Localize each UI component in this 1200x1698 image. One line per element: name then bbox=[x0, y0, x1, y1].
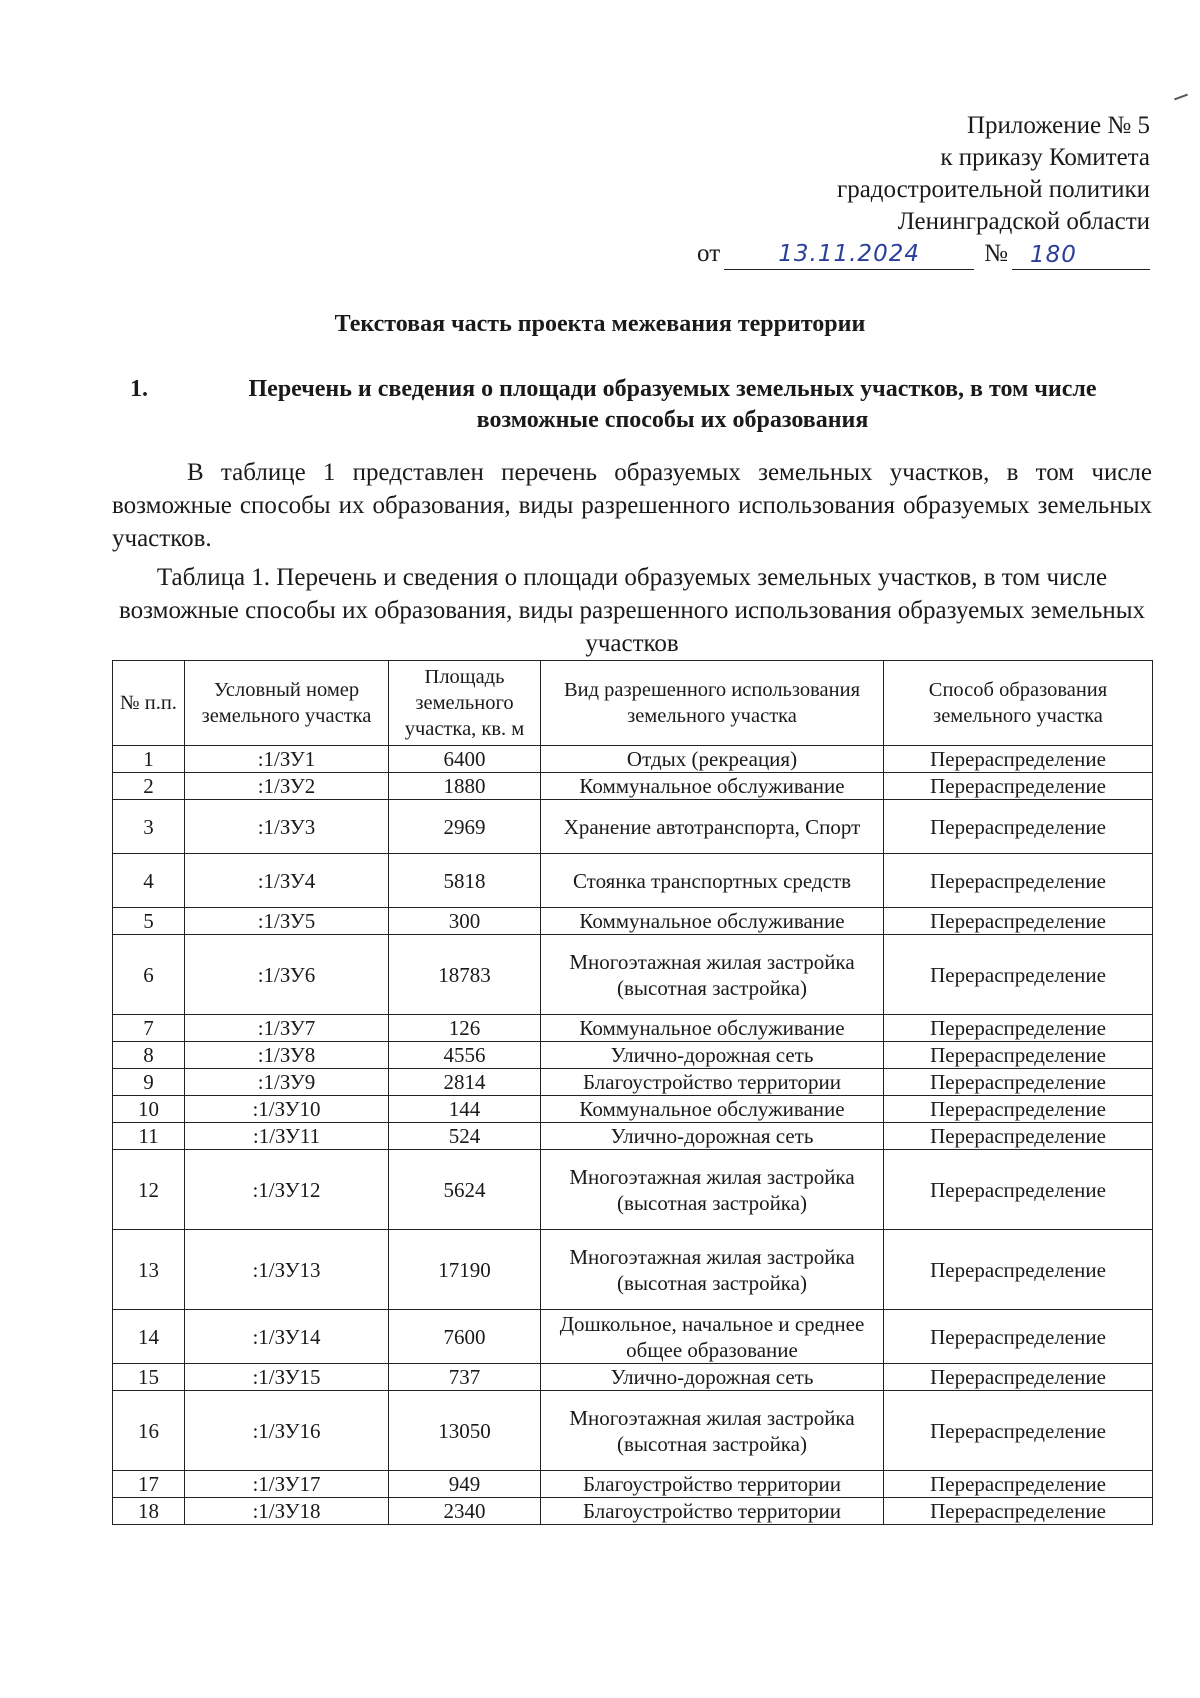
plot-id: :1/ЗУ7 bbox=[185, 1015, 389, 1042]
permitted-use: Дошкольное, начальное и среднее общее образование bbox=[541, 1310, 884, 1364]
plot-id: :1/ЗУ14 bbox=[185, 1310, 389, 1364]
permitted-use: Благоустройство территории bbox=[541, 1498, 884, 1525]
table-row bbox=[113, 1471, 1153, 1498]
header-plot-id: Условный номер земельного участка bbox=[185, 661, 389, 746]
formation-method: Перераспределение bbox=[884, 908, 1153, 935]
header-formation-method: Способ образования земельного участка bbox=[884, 661, 1153, 746]
plot-area: 6400 bbox=[389, 746, 541, 773]
header-number: № п.п. bbox=[113, 661, 185, 746]
appendix-line: Приложение № 5 bbox=[966, 112, 1150, 139]
plot-id: :1/ЗУ11 bbox=[185, 1123, 389, 1150]
section-number: 1. bbox=[130, 376, 148, 402]
permitted-use: Коммунальное обслуживание bbox=[541, 1015, 884, 1042]
table-row bbox=[113, 800, 1153, 854]
plot-area: 524 bbox=[389, 1123, 541, 1150]
scan-mark bbox=[1174, 94, 1188, 101]
formation-method: Перераспределение bbox=[884, 854, 1153, 908]
row-number: 8 bbox=[113, 1042, 185, 1069]
plot-id: :1/ЗУ1 bbox=[185, 746, 389, 773]
document-title: Текстовая часть проекта межевания территории bbox=[334, 311, 866, 337]
formation-method: Перераспределение bbox=[884, 1042, 1153, 1069]
formation-method: Перераспределение bbox=[884, 1230, 1153, 1310]
table-row bbox=[113, 1096, 1153, 1123]
formation-method: Перераспределение bbox=[884, 1471, 1153, 1498]
row-number: 11 bbox=[113, 1123, 185, 1150]
table-row bbox=[113, 1498, 1153, 1525]
plot-area: 300 bbox=[389, 908, 541, 935]
row-number: 14 bbox=[113, 1310, 185, 1364]
row-number: 3 bbox=[113, 800, 185, 854]
plot-id: :1/ЗУ10 bbox=[185, 1096, 389, 1123]
section-title: Перечень и сведения о площади образуемых земельных участков, в том числе возможные способы их образования bbox=[248, 376, 1097, 433]
permitted-use: Коммунальное обслуживание bbox=[541, 908, 884, 935]
appendix-header bbox=[697, 110, 1150, 270]
plot-area: 126 bbox=[389, 1015, 541, 1042]
plot-id: :1/ЗУ16 bbox=[185, 1391, 389, 1471]
formation-method: Перераспределение bbox=[884, 1391, 1153, 1471]
table-row bbox=[113, 1123, 1153, 1150]
plot-area: 5818 bbox=[389, 854, 541, 908]
formation-method: Перераспределение bbox=[884, 1364, 1153, 1391]
row-number: 18 bbox=[113, 1498, 185, 1525]
permitted-use: Многоэтажная жилая застройка (высотная застройка) bbox=[541, 1150, 884, 1230]
appendix-line: к приказу Комитета bbox=[940, 144, 1150, 171]
plot-area: 144 bbox=[389, 1096, 541, 1123]
plot-area: 949 bbox=[389, 1471, 541, 1498]
plot-id: :1/ЗУ6 bbox=[185, 935, 389, 1015]
plot-id: :1/ЗУ13 bbox=[185, 1230, 389, 1310]
row-number: 9 bbox=[113, 1069, 185, 1096]
plot-area: 4556 bbox=[389, 1042, 541, 1069]
formation-method: Перераспределение bbox=[884, 935, 1153, 1015]
row-number: 1 bbox=[113, 746, 185, 773]
table-row bbox=[113, 746, 1153, 773]
plot-id: :1/ЗУ2 bbox=[185, 773, 389, 800]
table-body bbox=[113, 746, 1153, 1525]
table-row bbox=[113, 1150, 1153, 1230]
row-number: 17 bbox=[113, 1471, 185, 1498]
table-caption: Таблица 1. Перечень и сведения о площади образуемых земельных участков, в том числе возможные способы их образования, виды разрешенного использования образуемых земельных участков bbox=[118, 564, 1146, 657]
handwritten-number: 180 bbox=[1012, 242, 1150, 270]
table-row bbox=[113, 935, 1153, 1015]
plot-id: :1/ЗУ3 bbox=[185, 800, 389, 854]
permitted-use: Отдых (рекреация) bbox=[541, 746, 884, 773]
order-date-number-line bbox=[697, 238, 1150, 270]
plot-id: :1/ЗУ5 bbox=[185, 908, 389, 935]
plot-id: :1/ЗУ17 bbox=[185, 1471, 389, 1498]
plot-area: 2340 bbox=[389, 1498, 541, 1525]
row-number: 2 bbox=[113, 773, 185, 800]
intro-paragraph: В таблице 1 представлен перечень образуемых земельных участков, в том числе возможные способы их образования, виды разрешенного использования образуемых земельных участков. bbox=[112, 459, 1152, 552]
plot-id: :1/ЗУ15 bbox=[185, 1364, 389, 1391]
plot-area: 2814 bbox=[389, 1069, 541, 1096]
formation-method: Перераспределение bbox=[884, 1096, 1153, 1123]
plot-area: 2969 bbox=[389, 800, 541, 854]
table-row bbox=[113, 908, 1153, 935]
header-area: Площадь земельного участка, кв. м bbox=[389, 661, 541, 746]
plot-id: :1/ЗУ9 bbox=[185, 1069, 389, 1096]
row-number: 13 bbox=[113, 1230, 185, 1310]
plot-area: 18783 bbox=[389, 935, 541, 1015]
from-label: от bbox=[697, 240, 721, 267]
plot-area: 17190 bbox=[389, 1230, 541, 1310]
handwritten-date: 13.11.2024 bbox=[724, 241, 974, 270]
table-row bbox=[113, 1310, 1153, 1364]
table-row bbox=[113, 1391, 1153, 1471]
row-number: 7 bbox=[113, 1015, 185, 1042]
number-label: № bbox=[984, 240, 1008, 267]
plot-area: 737 bbox=[389, 1364, 541, 1391]
plot-id: :1/ЗУ12 bbox=[185, 1150, 389, 1230]
table-row bbox=[113, 1230, 1153, 1310]
formation-method: Перераспределение bbox=[884, 1498, 1153, 1525]
permitted-use: Благоустройство территории bbox=[541, 1069, 884, 1096]
plot-id: :1/ЗУ4 bbox=[185, 854, 389, 908]
permitted-use: Улично-дорожная сеть bbox=[541, 1042, 884, 1069]
permitted-use: Многоэтажная жилая застройка (высотная застройка) bbox=[541, 1230, 884, 1310]
plot-area: 13050 bbox=[389, 1391, 541, 1471]
row-number: 4 bbox=[113, 854, 185, 908]
permitted-use: Многоэтажная жилая застройка (высотная застройка) bbox=[541, 935, 884, 1015]
formation-method: Перераспределение bbox=[884, 1150, 1153, 1230]
row-number: 12 bbox=[113, 1150, 185, 1230]
permitted-use: Хранение автотранспорта, Спорт bbox=[541, 800, 884, 854]
section-heading bbox=[130, 374, 1140, 436]
row-number: 6 bbox=[113, 935, 185, 1015]
permitted-use: Улично-дорожная сеть bbox=[541, 1364, 884, 1391]
plot-area: 5624 bbox=[389, 1150, 541, 1230]
permitted-use: Коммунальное обслуживание bbox=[541, 773, 884, 800]
formation-method: Перераспределение bbox=[884, 1123, 1153, 1150]
header-permitted-use: Вид разрешенного использования земельного участка bbox=[541, 661, 884, 746]
table-row bbox=[113, 854, 1153, 908]
permitted-use: Коммунальное обслуживание bbox=[541, 1096, 884, 1123]
table-row bbox=[113, 1364, 1153, 1391]
permitted-use: Улично-дорожная сеть bbox=[541, 1123, 884, 1150]
plot-area: 7600 bbox=[389, 1310, 541, 1364]
formation-method: Перераспределение bbox=[884, 746, 1153, 773]
table-row bbox=[113, 773, 1153, 800]
row-number: 10 bbox=[113, 1096, 185, 1123]
permitted-use: Многоэтажная жилая застройка (высотная застройка) bbox=[541, 1391, 884, 1471]
formation-method: Перераспределение bbox=[884, 1310, 1153, 1364]
appendix-line: Ленинградской области bbox=[897, 208, 1150, 235]
table-row bbox=[113, 1015, 1153, 1042]
formation-method: Перераспределение bbox=[884, 1069, 1153, 1096]
permitted-use: Благоустройство территории bbox=[541, 1471, 884, 1498]
table-row bbox=[113, 1042, 1153, 1069]
row-number: 15 bbox=[113, 1364, 185, 1391]
row-number: 5 bbox=[113, 908, 185, 935]
table-row bbox=[113, 1069, 1153, 1096]
land-plots-table bbox=[112, 660, 1153, 1525]
plot-id: :1/ЗУ18 bbox=[185, 1498, 389, 1525]
permitted-use: Стоянка транспортных средств bbox=[541, 854, 884, 908]
appendix-line: градостроительной политики bbox=[836, 176, 1150, 203]
table-header-row bbox=[113, 661, 1153, 746]
plot-area: 1880 bbox=[389, 773, 541, 800]
formation-method: Перераспределение bbox=[884, 1015, 1153, 1042]
plot-id: :1/ЗУ8 bbox=[185, 1042, 389, 1069]
formation-method: Перераспределение bbox=[884, 800, 1153, 854]
row-number: 16 bbox=[113, 1391, 185, 1471]
formation-method: Перераспределение bbox=[884, 773, 1153, 800]
